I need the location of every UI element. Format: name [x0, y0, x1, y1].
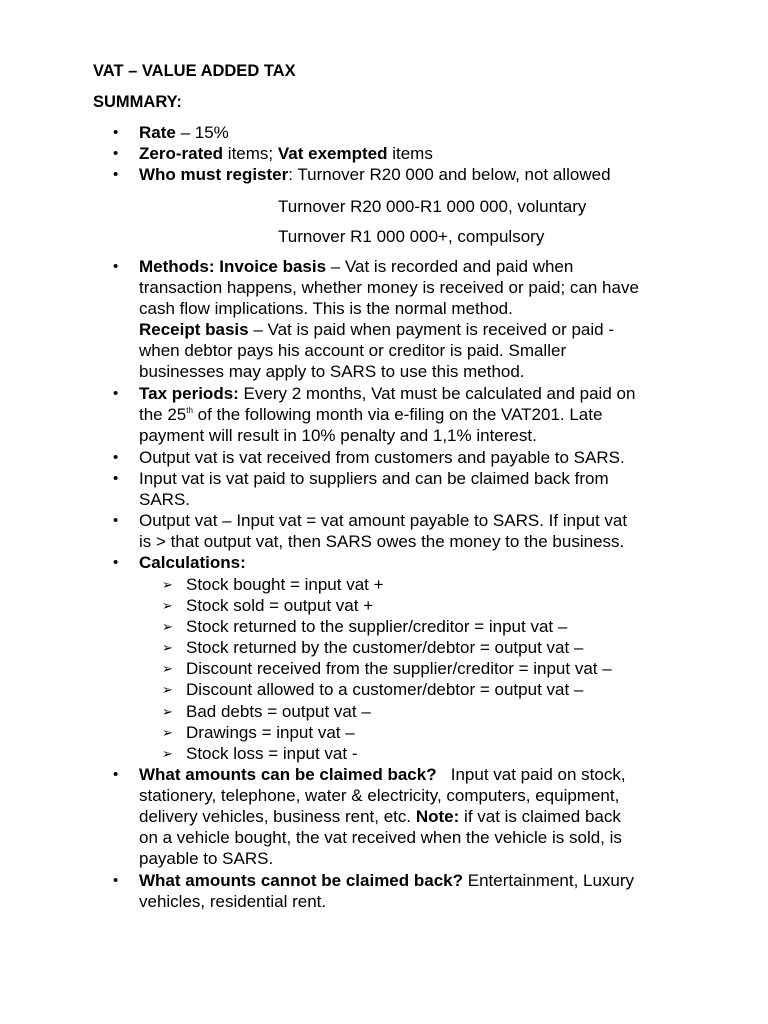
input-vat-line-1: Input vat is vat paid to suppliers and can be claimed back from [139, 469, 609, 488]
calculations-label: Calculations: [139, 553, 246, 572]
bullet-icon: • [113, 766, 119, 783]
who-register-label: Who must register [139, 165, 289, 184]
calculations-heading [139, 552, 699, 573]
not-claimed-text-1: Entertainment, Luxury [463, 871, 635, 890]
rate-item [139, 122, 699, 143]
who-register-text: : Turnover R20 000 and below, not allowed [288, 165, 611, 184]
zero-rated-text: items; [223, 144, 278, 163]
input-vat-line-2: SARS. [139, 490, 191, 509]
tax-periods-text-2a: the 25 [139, 405, 187, 424]
calculation-item: Drawings = input vat – [186, 723, 355, 742]
claimed-back-text-3b: if vat is claimed back [459, 807, 621, 826]
arrow-bullet-icon: ➢ [162, 640, 173, 655]
calculation-item: Bad debts = output vat – [186, 702, 371, 721]
calculation-item: Discount received from the supplier/creditor = input vat – [186, 659, 612, 678]
methods-text-4: – Vat is paid when payment is received or paid - [248, 320, 614, 339]
arrow-bullet-icon: ➢ [162, 704, 173, 719]
zero-rated-label: Zero-rated [139, 144, 224, 163]
tax-periods-text-2b: of the following month via e-filing on the VAT201. Late [192, 405, 603, 424]
calculation-item: Discount allowed to a customer/debtor = output vat – [186, 680, 584, 699]
vat-exempted-text: items [387, 144, 433, 163]
claimed-back-line-3 [139, 806, 699, 827]
calculation-item: Stock loss = input vat - [186, 744, 358, 763]
methods-line-3: cash flow implications. This is the normal method. [139, 299, 513, 318]
methods-line-4 [139, 319, 699, 340]
arrow-bullet-icon: ➢ [162, 682, 173, 697]
rate-label: Rate [139, 123, 176, 142]
claimed-back-line-1 [139, 764, 699, 785]
calculation-item: Stock returned to the supplier/creditor = input vat – [186, 617, 568, 636]
arrow-bullet-icon: ➢ [162, 746, 173, 761]
calculation-item: Stock sold = output vat + [186, 596, 374, 615]
bullet-icon: • [113, 145, 119, 162]
formula-line-1: Output vat – Input vat = vat amount payable to SARS. If input vat [139, 511, 628, 530]
bullet-icon: • [113, 872, 119, 889]
summary-heading: SUMMARY: [93, 93, 182, 111]
invoice-basis-label: Methods: Invoice basis [139, 257, 327, 276]
bullet-icon: • [113, 385, 119, 402]
tax-periods-line-3: payment will result in 10% penalty and 1,1% interest. [139, 426, 537, 445]
not-claimed-label: What amounts cannot be claimed back? [139, 871, 464, 890]
bullet-icon: • [113, 449, 119, 466]
document-title: VAT – VALUE ADDED TAX [93, 62, 296, 80]
bullet-icon: • [113, 554, 119, 571]
claimed-back-label: What amounts can be claimed back? [139, 765, 437, 784]
turnover-compulsory: Turnover R1 000 000+, compulsory [278, 227, 545, 246]
note-label: Note: [415, 807, 460, 826]
bullet-icon: • [113, 258, 119, 275]
bullet-icon: • [113, 512, 119, 529]
claimed-back-line-5: payable to SARS. [139, 849, 274, 868]
not-claimed-line-1 [139, 870, 699, 891]
methods-line-1 [139, 256, 699, 277]
methods-line-2: transaction happens, whether money is received or paid; can have [139, 278, 639, 297]
calculation-item: Stock bought = input vat + [186, 575, 384, 594]
methods-text-1: – Vat is recorded and paid when [326, 257, 574, 276]
claimed-back-text-1: Input vat paid on stock, [436, 765, 626, 784]
receipt-basis-label: Receipt basis [139, 320, 249, 339]
claimed-back-line-2: stationery, telephone, water & electricity, computers, equipment, [139, 786, 620, 805]
methods-line-5: when debtor pays his account or creditor is paid. Smaller [139, 341, 567, 360]
claimed-back-text-3a: delivery vehicles, business rent, etc. [139, 807, 416, 826]
output-vat-item: Output vat is vat received from customers and payable to SARS. [139, 448, 625, 467]
vat-exempted-label: Vat exempted [277, 144, 388, 163]
tax-periods-line-1 [139, 383, 699, 404]
tax-periods-text-1: Every 2 months, Vat must be calculated and paid on [238, 384, 636, 403]
arrow-bullet-icon: ➢ [162, 661, 173, 676]
arrow-bullet-icon: ➢ [162, 577, 173, 592]
bullet-icon: • [113, 124, 119, 141]
methods-line-6: businesses may apply to SARS to use this method. [139, 362, 525, 381]
turnover-voluntary: Turnover R20 000-R1 000 000, voluntary [278, 197, 587, 216]
claimed-back-line-4: on a vehicle bought, the vat received when the vehicle is sold, is [139, 828, 622, 847]
tax-periods-label: Tax periods: [139, 384, 239, 403]
arrow-bullet-icon: ➢ [162, 598, 173, 613]
tax-periods-line-2 [139, 404, 699, 425]
arrow-bullet-icon: ➢ [162, 619, 173, 634]
ordinal-superscript: th [186, 406, 193, 415]
zero-rated-item [139, 143, 699, 164]
who-register-item [139, 164, 699, 185]
calculation-item: Stock returned by the customer/debtor = output vat – [186, 638, 584, 657]
arrow-bullet-icon: ➢ [162, 725, 173, 740]
not-claimed-line-2: vehicles, residential rent. [139, 892, 327, 911]
rate-value: – 15% [175, 123, 229, 142]
formula-line-2: is > that output vat, then SARS owes the money to the business. [139, 532, 625, 551]
bullet-icon: • [113, 166, 119, 183]
bullet-icon: • [113, 470, 119, 487]
